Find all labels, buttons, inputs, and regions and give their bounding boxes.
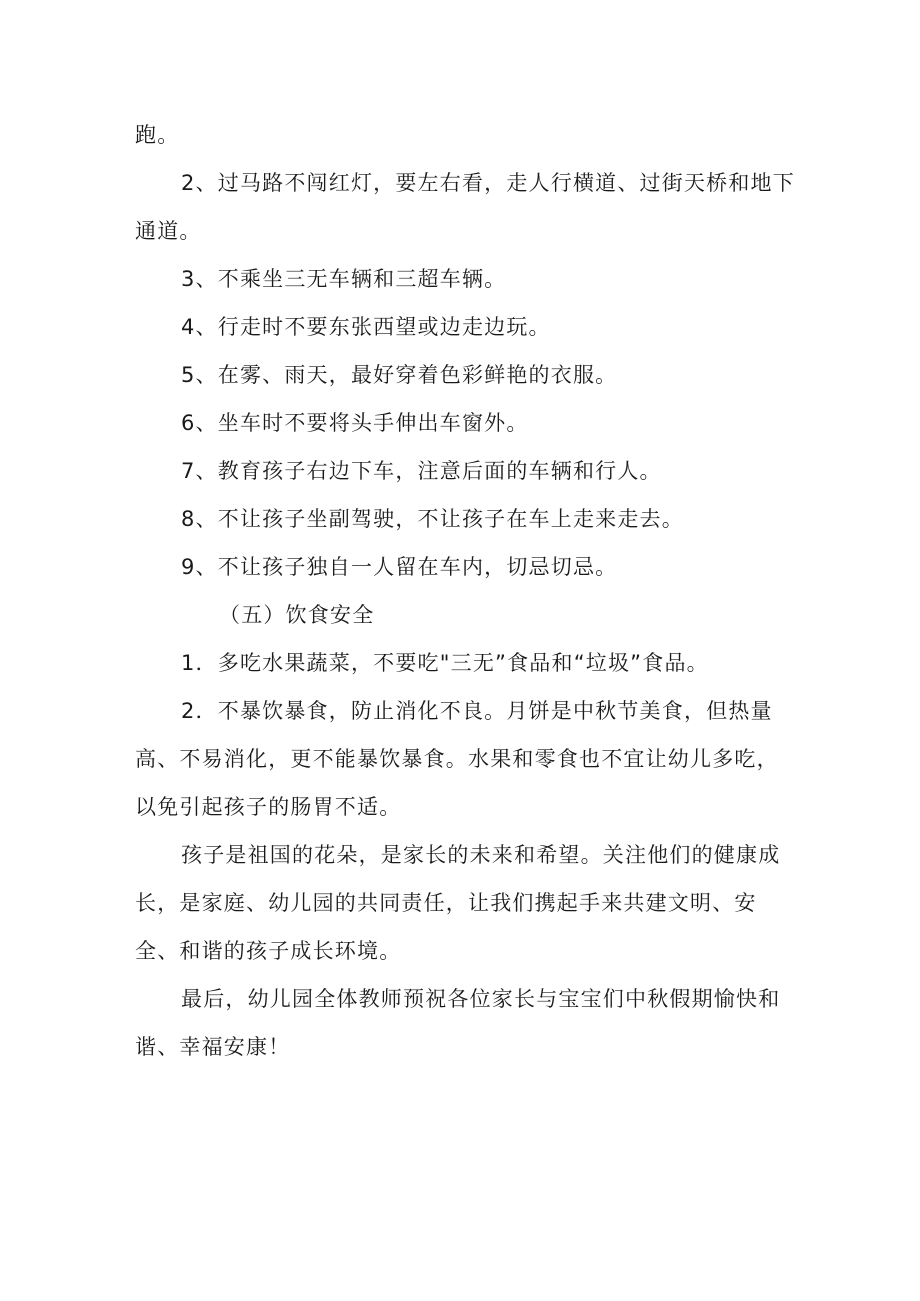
document-body <box>135 111 795 1071</box>
list-item-traffic-2: 2、过马路不闯红灯，要左右看，走人行横道、过街天桥和地下通道。 <box>135 171 795 243</box>
list-item-food-2: 2．不暴饮暴食，防止消化不良。月饼是中秋节美食，但热量高、不易消化，更不能暴饮暴食。水果和零食也不宜让幼儿多吃，以免引起孩子的肠胃不适。 <box>135 699 779 819</box>
paragraph-continuation: 跑。 <box>135 123 180 147</box>
list-item-traffic-9: 9、不让孩子独自一人留在车内，切忌切忌。 <box>181 555 618 579</box>
section-heading-food-safety: （五）饮食安全 <box>219 603 375 627</box>
list-item-traffic-4: 4、行走时不要东张西望或边走边玩。 <box>181 315 551 339</box>
list-item-traffic-3: 3、不乘坐三无车辆和三超车辆。 <box>181 267 507 291</box>
list-item-traffic-7: 7、教育孩子右边下车，注意后面的车辆和行人。 <box>181 459 662 483</box>
paragraph-children-future: 孩子是祖国的花朵，是家长的未来和希望。关注他们的健康成长，是家庭、幼儿园的共同责任，让我们携起手来共建文明、安全、和谐的孩子成长环境。 <box>135 843 781 963</box>
list-item-traffic-6: 6、坐车时不要将头手伸出车窗外。 <box>181 411 529 435</box>
list-item-food-1: 1．多吃水果蔬菜，不要吃"三无”食品和“垃圾”食品。 <box>181 651 709 675</box>
paragraph-closing-wishes: 最后，幼儿园全体教师预祝各位家长与宝宝们中秋假期愉快和谐、幸福安康！ <box>135 987 781 1059</box>
list-item-traffic-5: 5、在雾、雨天，最好穿着色彩鲜艳的衣服。 <box>181 363 618 387</box>
list-item-traffic-8: 8、不让孩子坐副驾驶，不让孩子在车上走来走去。 <box>181 507 684 531</box>
